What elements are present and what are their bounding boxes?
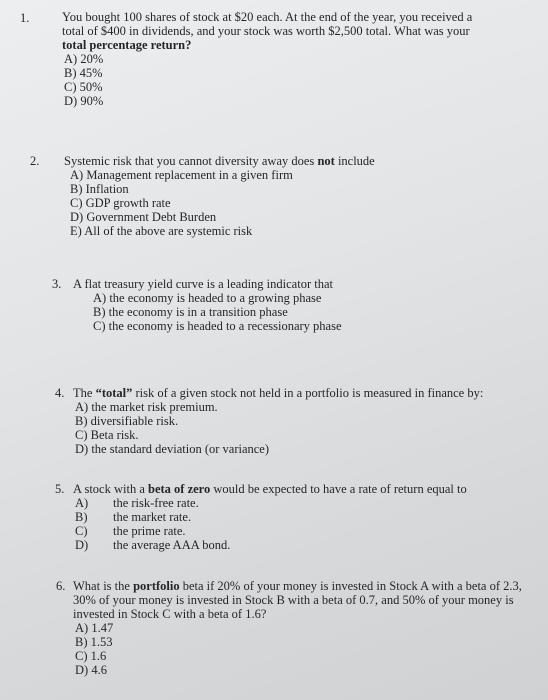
answer-option [75,510,513,524]
answer-option: B) Inflation [70,182,129,196]
answer-option: A) 1.47 [75,621,114,635]
option-text: the market rate. [113,510,192,524]
answer-options [75,400,513,456]
answer-option: B) 45% [64,66,103,80]
question-text: What is the [73,579,134,593]
option-letter: D) [75,538,89,552]
answer-option: C) 1.6 [75,649,107,663]
answer-options [93,291,503,333]
answer-option: C) 50% [64,80,103,94]
question-number: 3. [52,277,62,291]
question-body [64,154,524,238]
bold-text: portfolio [133,579,180,593]
option-letter: B) [75,510,88,524]
option-text: the average AAA bond. [113,538,231,552]
answer-option: C) GDP growth rate [70,196,171,210]
answer-option [75,496,513,510]
question-body [73,386,513,456]
question-text-line [73,482,513,496]
bold-text: beta of zero [148,482,211,496]
question-text: risk of a given stock not held in a portfolio is measured in finance by: [132,386,484,400]
answer-option: B) 1.53 [75,635,113,649]
question-number: 6. [56,579,66,593]
question-number: 4. [55,386,65,400]
answer-option [75,538,513,552]
question-text-line [73,386,513,400]
option-text: the prime rate. [113,524,186,538]
question-text-line [73,579,533,593]
answer-options [75,496,513,552]
answer-option: A) 20% [64,52,104,66]
answer-option: D) Government Debt Burden [70,210,217,224]
bold-text: not [317,154,335,168]
bold-text: “total” [95,386,133,400]
question-text-bold-line [62,38,532,52]
answer-option: A) the economy is headed to a growing phase [93,291,322,305]
answer-options [75,621,533,677]
question-text: A stock with a [73,482,148,496]
question-number: 1. [20,11,30,25]
question-text: beta if 20% of your money is invested in Stock A with a beta of 2.3, [179,579,522,593]
answer-option: D) the standard deviation (or variance) [75,442,270,456]
answer-options [64,52,532,108]
answer-option: A) the market risk premium. [75,400,218,414]
question-text-line: You bought 100 shares of stock at $20 each. At the end of the year, you received a [62,10,473,24]
answer-option: E) All of the above are systemic risk [70,224,253,238]
question-text: would be expected to have a rate of return equal to [210,482,467,496]
option-letter: A) [75,496,89,510]
option-letter: C) [75,524,88,538]
answer-option: C) Beta risk. [75,428,139,442]
question-body [62,10,532,108]
question-text-line: total of $400 in dividends, and your stock was worth $2,500 total. What was your [62,24,470,38]
question-body [73,277,503,333]
answer-option: C) the economy is headed to a recessionary phase [93,319,342,333]
question-text: The [73,386,96,400]
option-text: the risk-free rate. [113,496,199,510]
answer-option: D) 4.6 [75,663,107,677]
question-body [73,579,533,677]
question-number: 2. [30,154,40,168]
question-text-line [64,154,524,168]
answer-option: D) 90% [64,94,104,108]
question-text: Systemic risk that you cannot diversity away does [64,154,318,168]
question-text-line: A flat treasury yield curve is a leading indicator that [73,277,333,291]
question-text-line: invested in Stock C with a beta of 1.6? [73,607,267,621]
question-text: include [334,154,375,168]
answer-options [70,168,524,238]
question-body [73,482,513,552]
answer-option: A) Management replacement in a given firm [70,168,293,182]
bold-text: total percentage return? [62,38,192,52]
question-text-line: 30% of your money is invested in Stock B with a beta of 0.7, and 50% of your money is [73,593,514,607]
answer-option: B) diversifiable risk. [75,414,179,428]
answer-option [75,524,513,538]
question-number: 5. [55,482,65,496]
answer-option: B) the economy is in a transition phase [93,305,288,319]
